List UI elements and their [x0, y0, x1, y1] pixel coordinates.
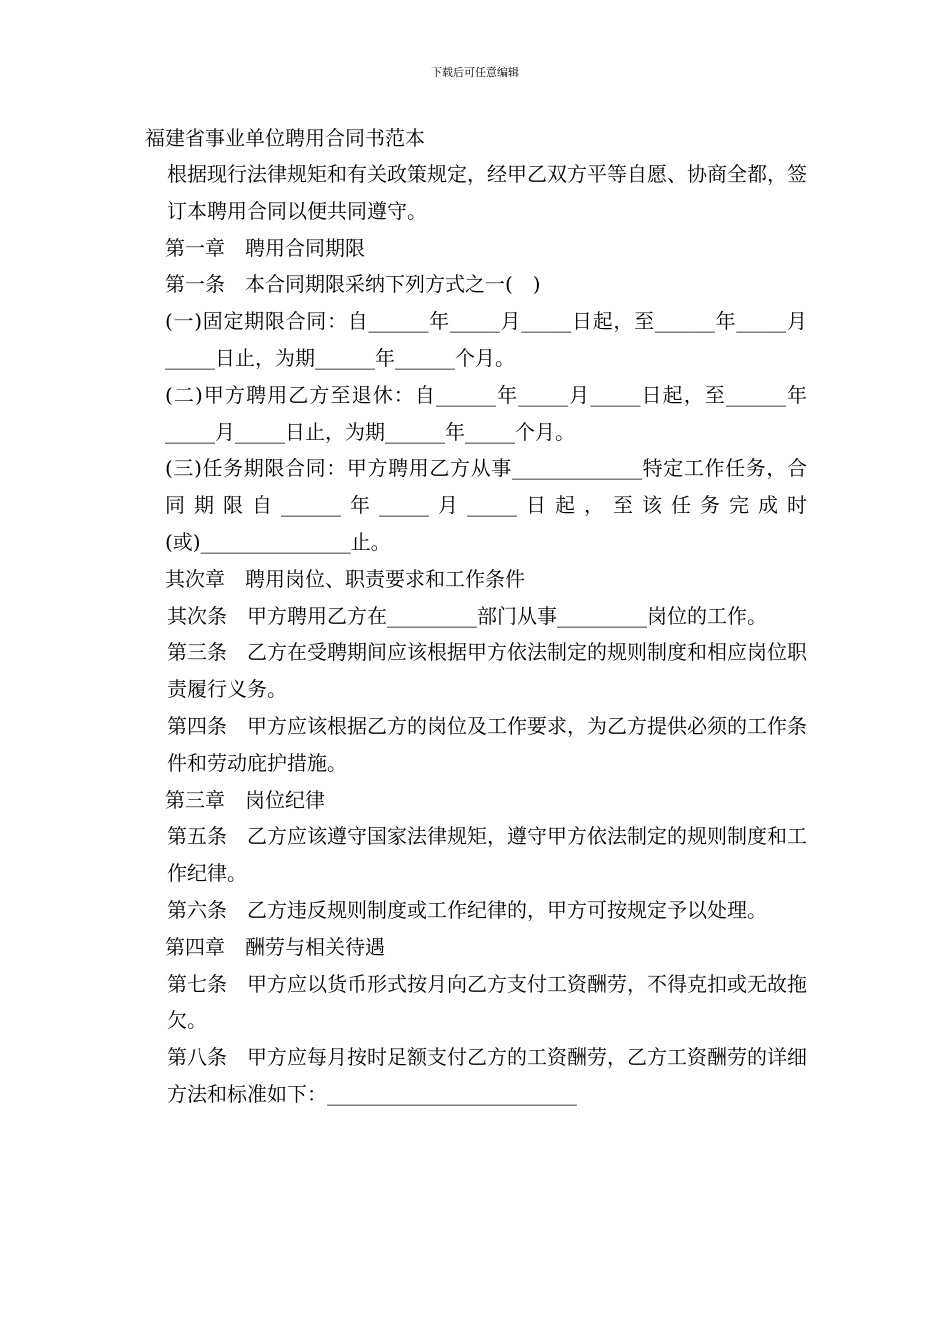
option-fixed-term: (一)固定期限合同：自______年_____月_____日起，至______年_____月_____日止，为期______年______个月。 — [165, 309, 807, 370]
chapter-2-heading: 其次章 聘用岗位、职责要求和工作条件 — [165, 566, 525, 591]
preamble-paragraph: 根据现行法律规矩和有关政策规定，经甲乙双方平等自愿、协商全都，签订本聘用合同以便共同遵守。 — [167, 162, 807, 223]
article-8: 第八条 甲方应每月按时足额支付乙方的工资酬劳，乙方工资酬劳的详细方法和标准如下：_________________________ — [167, 1045, 807, 1106]
article-1: 第一条 本合同期限采纳下列方式之一( ) — [165, 272, 541, 297]
article-5: 第五条 乙方应该遵守国家法律规矩，遵守甲方依法制定的规则制度和工作纪律。 — [167, 824, 807, 886]
chapter-3-heading: 第三章 岗位纪律 — [165, 787, 325, 812]
chapter-1-heading: 第一章 聘用合同期限 — [165, 235, 365, 260]
article-3: 第三条 乙方在受聘期间应该根据甲方依法制定的规则制度和相应岗位职责履行义务。 — [167, 640, 807, 702]
option-task-term: (三)任务期限合同：甲方聘用乙方从事_____________特定工作任务，合同期限自______年_____月_____日起，至该任务完成时(或)_______________止。 — [165, 456, 807, 554]
option-until-retirement: (二)甲方聘用乙方至退休：自______年_____月_____日起，至______年_____月_____日止，为期______年_____个月。 — [165, 382, 807, 444]
article-2: 其次条 甲方聘用乙方在_________部门从事_________岗位的工作。 — [167, 603, 767, 628]
page-header: 下载后可任意编辑 — [431, 66, 519, 79]
article-6: 第六条 乙方违反规则制度或工作纪律的，甲方可按规定予以处理。 — [167, 897, 767, 922]
article-7: 第七条 甲方应以货币形式按月向乙方支付工资酬劳，不得克扣或无故拖欠。 — [167, 971, 807, 1033]
document-body — [145, 156, 807, 1113]
document-title: 福建省事业单位聘用合同书范本 — [145, 126, 425, 150]
chapter-4-heading: 第四章 酬劳与相关待遇 — [165, 934, 385, 959]
article-4: 第四条 甲方应该根据乙方的岗位及工作要求，为乙方提供必须的工作条件和劳动庇护措施。 — [167, 713, 807, 775]
